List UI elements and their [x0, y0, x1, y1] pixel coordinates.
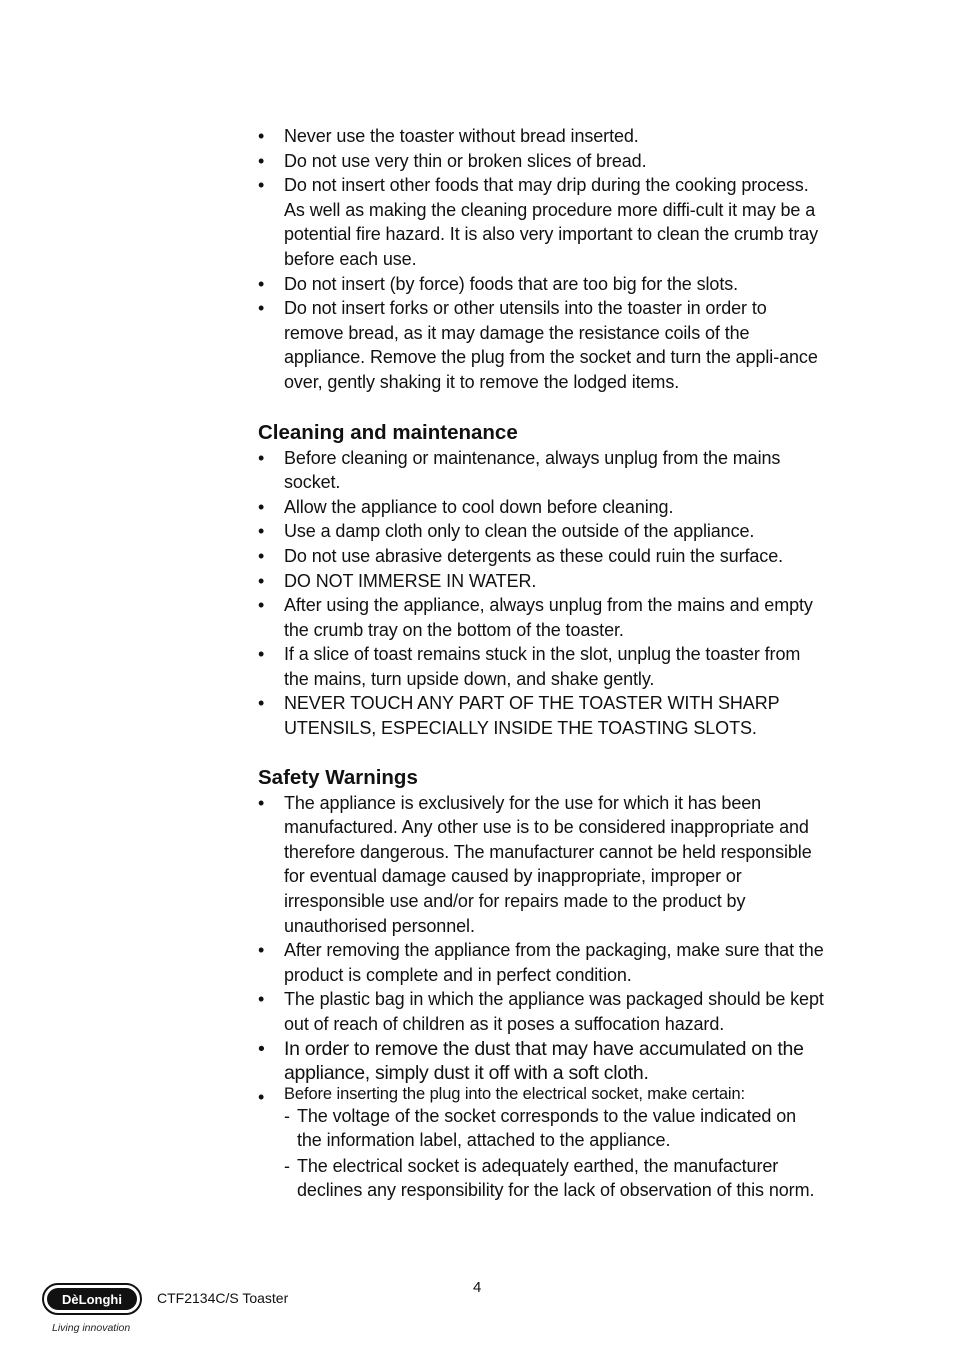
brand-tagline: Living innovation — [52, 1322, 131, 1334]
list-item: • Do not insert other foods that may drip during the cooking process. As well as making the cleaning procedure more diffi-cult it may be a potential fire hazard. It is also very important to clean the crumb tray before each use. — [258, 173, 824, 271]
list-item: • The appliance is exclusively for the use for which it has been manufactured. Any other use is to be considered inappropriate and therefore dangerous. The manufacturer cannot be held responsible for eventual damage caused by inappropriate, improper or irresponsible use and/or for repairs made to the product by unauthorised personnel. — [258, 791, 824, 939]
list-item: • Before cleaning or maintenance, always unplug from the mains socket. — [258, 446, 824, 495]
page-number: 4 — [473, 1279, 482, 1296]
list-item: • NEVER TOUCH ANY PART OF THE TOASTER WITH SHARP UTENSILS, ESPECIALLY INSIDE THE TOASTING SLOTS. — [258, 691, 824, 740]
logo-badge-icon — [42, 1283, 142, 1315]
list-item: • After using the appliance, always unplug from the mains and empty the crumb tray on the bottom of the toaster. — [258, 593, 824, 642]
list-item: • DO NOT IMMERSE IN WATER. — [258, 569, 824, 594]
safety-list — [258, 791, 824, 1203]
intro-list — [258, 124, 824, 395]
model-label: CTF2134C/S Toaster — [157, 1290, 289, 1306]
sub-list-item: - The voltage of the socket corresponds to the value indicated on the information label, attached to the appliance. — [284, 1104, 824, 1153]
brand-name: DèLonghi — [62, 1292, 122, 1307]
list-item-with-subitems — [258, 1085, 824, 1203]
section-heading-cleaning: Cleaning and maintenance — [258, 420, 518, 444]
cleaning-list — [258, 446, 824, 741]
list-item: • Do not insert forks or other utensils into the toaster in order to remove bread, as it may damage the resistance coils of the appliance. Remove the plug from the socket and turn the appli-ance over, gently shaking it to remove the lodged items. — [258, 296, 824, 394]
delonghi-logo — [42, 1283, 142, 1315]
list-item-text: • Before inserting the plug into the electrical socket, make certain: — [284, 1084, 746, 1103]
list-item: • After removing the appliance from the packaging, make sure that the product is complete and in perfect condition. — [258, 938, 824, 987]
list-item: • Allow the appliance to cool down before cleaning. — [258, 495, 824, 520]
list-item: • Do not use very thin or broken slices of bread. — [258, 149, 824, 174]
list-item: • Do not insert (by force) foods that are too big for the slots. — [258, 272, 824, 297]
sub-list — [284, 1104, 824, 1203]
list-item: • Use a damp cloth only to clean the outside of the appliance. — [258, 519, 824, 544]
list-item: • In order to remove the dust that may have accumulated on the appliance, simply dust it off with a soft cloth. — [258, 1037, 824, 1085]
sub-list-item: - The electrical socket is adequately earthed, the manufacturer declines any responsibility for the lack of observation of this norm. — [284, 1154, 824, 1203]
section-heading-safety: Safety Warnings — [258, 765, 418, 789]
page-content — [258, 124, 824, 1203]
list-item: • Do not use abrasive detergents as these could ruin the surface. — [258, 544, 824, 569]
list-item: • The plastic bag in which the appliance was packaged should be kept out of reach of children as it poses a suffocation hazard. — [258, 987, 824, 1036]
list-item: • Never use the toaster without bread inserted. — [258, 124, 824, 149]
list-item: • If a slice of toast remains stuck in the slot, unplug the toaster from the mains, turn upside down, and shake gently. — [258, 642, 824, 691]
